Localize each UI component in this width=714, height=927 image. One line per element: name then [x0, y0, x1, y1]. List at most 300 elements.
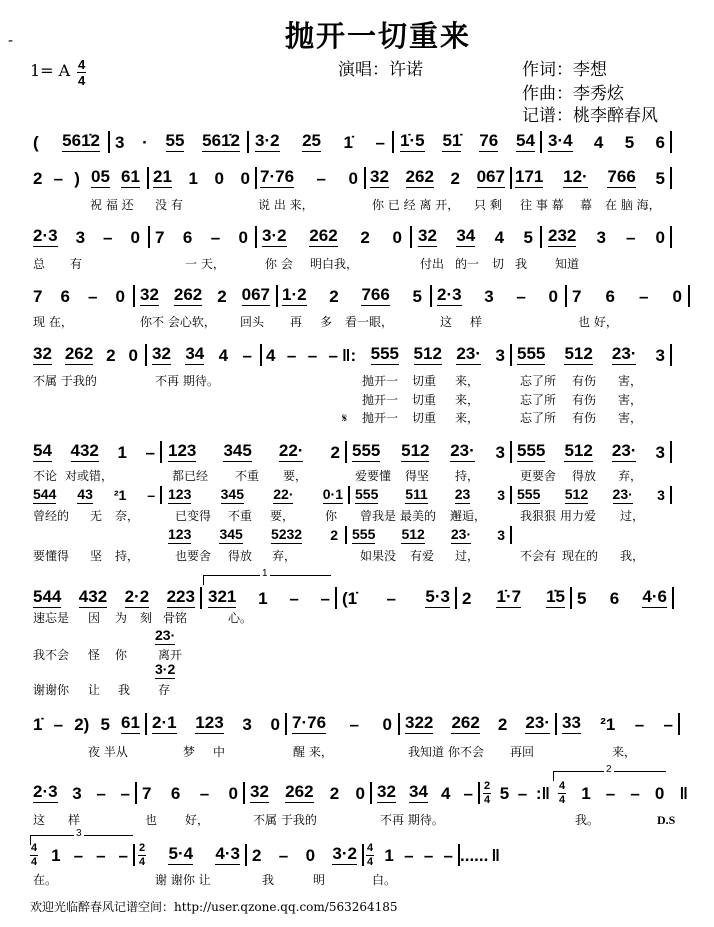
lyric-segment: 多	[320, 315, 333, 329]
lyric-segment: 谢谢你	[33, 683, 70, 697]
lyric-segment: 不重	[228, 509, 253, 523]
note-group: 223	[166, 587, 195, 606]
note-group: 1	[258, 588, 268, 608]
lyric-segment: 也	[145, 813, 158, 827]
note-group: 1̇	[343, 132, 353, 152]
note-group: 43	[77, 485, 93, 502]
lyric-segment: 也 好，	[578, 315, 618, 329]
note-group: 3	[495, 442, 505, 462]
note-group: 23	[454, 485, 471, 502]
lyric-segment: 过，	[620, 509, 645, 523]
measure	[138, 841, 240, 868]
barline	[243, 782, 245, 804]
note-group: 0	[240, 168, 250, 188]
lyric-segment: 醒 来，	[293, 745, 333, 759]
time-signature-top: 4	[31, 841, 38, 854]
note-group: 05	[90, 167, 110, 186]
lyric-segment: 也要舍	[175, 549, 212, 563]
note-group: 0	[382, 714, 392, 734]
note-group: –	[463, 783, 473, 803]
lyric-segment: 坚	[90, 549, 103, 563]
lyric-segment: 梦	[183, 745, 196, 759]
note-group: 4	[440, 783, 451, 803]
note-group: 23·	[612, 485, 633, 502]
lyric-segment: 有伤	[572, 374, 597, 388]
note-group: –	[278, 845, 289, 865]
note-group: 2	[106, 345, 116, 365]
note-group: 4·6	[642, 587, 667, 606]
measure	[30, 841, 128, 868]
note-group: –	[210, 227, 221, 247]
lyric-segment: 没 有	[155, 198, 183, 212]
barline	[510, 167, 512, 189]
note-group: 23·	[611, 344, 637, 363]
lyric-segment: 不会有	[520, 549, 557, 563]
note-group: 3	[75, 227, 86, 247]
measure	[140, 285, 270, 307]
measure	[370, 167, 505, 189]
note-group: 23·	[450, 441, 475, 460]
barline	[570, 587, 572, 609]
measure	[260, 167, 358, 189]
note-group: 262	[451, 713, 480, 732]
measure	[252, 844, 357, 866]
note-group: 21	[153, 167, 172, 186]
barline	[133, 285, 135, 307]
lyric-segment: 不属 于我的	[253, 813, 317, 827]
lyric-segment: 离开	[158, 648, 183, 662]
note-group: 5	[624, 132, 635, 152]
note-group: 6	[655, 132, 665, 152]
note-group: –	[199, 783, 210, 803]
note-group: 1̇5	[546, 587, 565, 606]
note-group: 23·	[525, 713, 550, 732]
note-group: 7	[33, 286, 43, 306]
note-group: 0	[305, 845, 316, 865]
note-group: 0	[115, 286, 125, 306]
volta-number: 3	[76, 828, 82, 839]
lyric-segment: 邂逅，	[450, 509, 487, 523]
note-group: 54	[33, 441, 52, 460]
note-group: –	[443, 845, 453, 865]
barline	[133, 844, 135, 866]
note-group: 7	[155, 227, 165, 247]
barline	[364, 167, 366, 189]
barline	[255, 226, 257, 248]
barline	[540, 226, 542, 248]
note-group: 766	[361, 285, 390, 304]
lyric-segment: 用力爱	[560, 509, 597, 523]
note-group: 4	[218, 345, 229, 365]
measure	[168, 486, 343, 504]
note-group: 0	[214, 168, 224, 188]
lyric-segment: 因	[88, 611, 101, 625]
lyric-segment: 一 天，	[185, 257, 225, 271]
barline	[276, 285, 278, 307]
lyric-segment: 过，	[455, 549, 480, 563]
note-group: 0	[655, 227, 665, 247]
note-group: 123	[168, 485, 192, 502]
note-group: 232	[548, 226, 577, 245]
barline	[510, 344, 512, 366]
note-group: –	[53, 168, 64, 188]
note-group: 0	[270, 714, 280, 734]
note-group: –	[96, 845, 106, 865]
barline	[678, 713, 680, 735]
time-signature-bottom: 4	[559, 793, 566, 806]
lyric-segment: 再	[290, 315, 303, 329]
note-group: 2)	[74, 714, 90, 734]
lyric-segment: 我狠狠	[520, 509, 557, 523]
note-group: 123	[195, 713, 224, 732]
measure	[152, 344, 252, 366]
measure	[517, 441, 665, 463]
note-group: 0	[355, 783, 365, 803]
lyric-segment: 骨铭	[163, 611, 188, 625]
note-group: –	[423, 845, 434, 865]
lyric-segment: 在。	[33, 873, 58, 887]
note-group: 5	[100, 714, 110, 734]
measure	[208, 587, 330, 609]
note-group: 262	[64, 344, 94, 363]
lyric-segment: 这	[33, 813, 46, 827]
note-group: 5	[499, 783, 510, 803]
time-signature	[138, 843, 146, 868]
barline	[670, 131, 672, 153]
barline	[670, 226, 672, 248]
note-group: –	[96, 783, 106, 803]
note-group: 3	[657, 487, 665, 503]
note-group: 345	[223, 441, 252, 460]
barline	[147, 167, 149, 189]
lyric-segment: 怪	[88, 648, 101, 662]
lyric-segment: 有伤	[572, 411, 597, 425]
lyric-segment: 无	[90, 509, 103, 523]
measure	[282, 285, 422, 307]
note-group: 512	[564, 344, 593, 363]
lyric-segment: 要，	[270, 509, 295, 523]
barline	[398, 713, 400, 735]
lyric-segment: 说 出 来，	[258, 198, 314, 212]
note-group: 0	[130, 227, 140, 247]
note-group: –	[307, 345, 318, 365]
note-group: 4	[494, 227, 505, 247]
lyric-segment: 现在的	[562, 549, 599, 563]
note-group: –	[605, 783, 616, 803]
note-group: 432	[70, 441, 99, 460]
measure	[517, 486, 665, 504]
note-group: 3	[72, 783, 82, 803]
lyric-segment: 夜 半从	[88, 745, 128, 759]
note-group: 2	[330, 527, 338, 543]
note-group: 322	[405, 713, 434, 732]
time-signature-bottom: 4	[484, 793, 491, 806]
note-group: 23·	[611, 441, 637, 460]
note-group: 555	[517, 344, 546, 363]
footer-credit: 欢迎光临醉春风记谱空间：http://user.qzone.qq.com/563264185	[30, 900, 398, 914]
measure	[572, 285, 682, 307]
lyric-segment: 来，	[455, 393, 480, 407]
lyric-segment: 这	[440, 315, 453, 329]
lyric-segment: 抛开一	[362, 411, 399, 425]
note-group: 262	[309, 226, 338, 245]
barline	[510, 441, 512, 463]
time-signature-top: 2	[139, 841, 146, 854]
measure	[142, 782, 238, 804]
note-group: 345	[219, 525, 243, 542]
note-group: 7·76	[260, 167, 295, 186]
lyricist-credit: 作词：李想	[522, 60, 607, 80]
note-group: 5	[655, 168, 665, 188]
measure	[548, 131, 665, 153]
note-group: 54	[516, 131, 535, 150]
note-group: –	[663, 714, 673, 734]
note-group: ·	[142, 132, 148, 152]
note-group: 555	[352, 525, 376, 542]
barline	[540, 131, 542, 153]
lyric-segment: 存	[158, 683, 171, 697]
composer-credit: 作曲：李秀炫	[522, 84, 624, 104]
measure	[33, 131, 100, 153]
lyric-segment: 刻	[140, 611, 153, 625]
lyric-segment: 你 已 经 离 开，	[372, 198, 460, 212]
note-group: –	[145, 442, 155, 462]
lyric-segment: 白。	[372, 873, 397, 887]
note-group: 171	[515, 167, 544, 186]
note-group: 76	[479, 131, 499, 150]
note-group: 766	[607, 167, 636, 186]
note-group: 2·1	[152, 713, 177, 732]
note-group: 32	[33, 344, 52, 363]
note-group: 55	[165, 131, 185, 150]
note-group: 3·2	[255, 131, 280, 150]
note-group: 1	[384, 845, 394, 865]
measure	[515, 167, 665, 189]
note-group: 432	[78, 587, 108, 606]
lyric-segment: 你不 会心软，	[140, 315, 216, 329]
barline	[670, 167, 672, 189]
note-group: ²1	[600, 714, 616, 734]
lyric-segment: 你	[115, 648, 128, 662]
note-group: 4	[593, 132, 604, 152]
note-group: 262	[405, 167, 434, 186]
lyric-segment: 谢 谢你 让	[155, 873, 211, 887]
key-signature: 1= A	[30, 61, 71, 80]
note-group: 4·3	[215, 844, 240, 863]
note-group: 32	[140, 285, 159, 304]
note-group: ......	[460, 845, 489, 865]
note-group: 0	[654, 783, 665, 803]
note-group: 7·76	[292, 713, 327, 732]
measure	[155, 661, 192, 679]
note-group: 0·1	[322, 485, 343, 502]
lyric-segment: 再回	[510, 745, 535, 759]
barline	[160, 486, 162, 504]
note-group: 1	[117, 442, 127, 462]
note-group: 5	[523, 227, 533, 247]
barline	[688, 285, 690, 307]
note-group: 2·3	[33, 226, 58, 245]
measure	[355, 486, 505, 504]
lyric-segment: 总	[33, 257, 46, 271]
lyric-segment: 得放	[572, 469, 597, 483]
barline	[345, 441, 347, 463]
note-group: 2	[462, 588, 472, 608]
measure	[155, 627, 192, 645]
note-group: –	[118, 845, 128, 865]
note-group: –	[320, 588, 330, 608]
lyric-segment: 心。	[228, 611, 253, 625]
note-group: 12·	[563, 167, 588, 186]
note-group: 2	[33, 168, 43, 188]
note-group: –	[386, 588, 396, 608]
note-group: 0	[238, 227, 248, 247]
lyric-segment: 忘了所	[520, 393, 557, 407]
note-group: 1̇·5	[400, 131, 425, 150]
lyric-segment: 只 剩	[474, 198, 502, 212]
note-group: 321	[208, 587, 237, 606]
barline	[670, 344, 672, 366]
lyric-segment: 在 脑 海，	[605, 198, 661, 212]
note-group: 6	[609, 588, 620, 608]
measure	[33, 782, 130, 804]
lyric-segment: 如果没	[360, 549, 397, 563]
lyric-segment: 来，	[455, 374, 480, 388]
lyric-segment: 要，	[283, 469, 308, 483]
note-group: 3·2	[262, 226, 287, 245]
note-group: 555	[517, 441, 546, 460]
note-group: 3·4	[548, 131, 573, 150]
time-signature-top: 4	[78, 57, 86, 72]
note-group: 23·	[456, 344, 481, 363]
measure	[168, 441, 340, 463]
lyric-segment: 我知道	[408, 745, 445, 759]
note-group: 1	[51, 845, 61, 865]
note-group: 3	[596, 227, 606, 247]
note-group: 5·3	[425, 587, 450, 606]
measure	[266, 344, 338, 366]
note-group: –	[88, 286, 98, 306]
note-group: ‖	[679, 783, 688, 803]
note-group: 2	[497, 714, 508, 734]
time-signature-top: 2	[484, 779, 491, 792]
note-group: 2·3	[33, 782, 58, 801]
lyric-segment: 抛开一	[362, 393, 399, 407]
note-group: 555	[370, 344, 400, 363]
note-group: –	[73, 845, 84, 865]
measure	[548, 226, 665, 248]
barline	[555, 713, 557, 735]
measure	[152, 713, 280, 735]
note-group: 512	[564, 485, 589, 502]
note-group: 0	[548, 286, 558, 306]
barline	[510, 486, 512, 504]
barline	[245, 844, 247, 866]
note-group: –	[639, 286, 649, 306]
note-group: 561̇2	[62, 131, 100, 150]
note-group: 2·3	[437, 285, 462, 304]
note-group: 0	[348, 168, 358, 188]
note-group: 3	[495, 345, 505, 365]
lyric-segment: 持，	[455, 469, 480, 483]
lyric-segment: 不论	[33, 469, 58, 483]
measure	[33, 587, 195, 609]
note-group: –	[242, 345, 252, 365]
measure	[437, 285, 558, 307]
note-group: 345	[220, 485, 244, 502]
note-group: –	[634, 714, 645, 734]
note-group: –	[516, 286, 526, 306]
note-group: 544	[33, 485, 57, 502]
note-group: 0	[228, 783, 238, 803]
measure	[377, 782, 473, 804]
barline	[348, 486, 350, 504]
barline	[430, 285, 432, 307]
barline	[148, 226, 150, 248]
note-group: –	[404, 845, 414, 865]
note-group: ‖:	[342, 345, 357, 365]
barline	[145, 713, 147, 735]
measure	[115, 131, 240, 153]
barline	[392, 131, 394, 153]
measure	[342, 344, 505, 366]
measure	[352, 441, 505, 463]
lyric-segment: 往 事 幕	[520, 198, 564, 212]
lyric-segment: 不重	[235, 469, 260, 483]
note-group: –	[349, 714, 360, 734]
measure	[577, 587, 667, 609]
measure	[292, 713, 392, 735]
note-group: 2·2	[124, 587, 150, 606]
note-group: 5·4	[168, 844, 194, 863]
barline	[565, 285, 567, 307]
lyric-segment: 速忘是	[33, 611, 70, 625]
lyric-segment: 我，	[620, 549, 645, 563]
note-group: 3	[655, 442, 665, 462]
note-group: 2	[252, 845, 262, 865]
note-group: 23·	[155, 626, 176, 643]
note-group: 3	[655, 345, 665, 365]
note-group: 33	[562, 713, 581, 732]
measure	[352, 526, 505, 544]
time-signature-top: 4	[559, 779, 566, 792]
note-group: 6	[170, 783, 181, 803]
lyric-segment: 有伤	[572, 393, 597, 407]
time-signature-bottom: 4	[367, 855, 374, 868]
lyric-segment: 最美的	[400, 509, 437, 523]
lyric-segment: 为	[115, 611, 128, 625]
lyric-segment: 祝 福 还	[90, 198, 134, 212]
barline	[335, 587, 337, 609]
barline	[247, 131, 249, 153]
note-group: 2	[329, 783, 340, 803]
note-group: 61	[121, 713, 140, 732]
note-group: 512	[401, 525, 425, 542]
barline	[345, 526, 347, 544]
time-signature	[30, 843, 38, 868]
note-group: 32	[377, 782, 396, 801]
note-group: 0	[672, 286, 682, 306]
note-group: 34	[456, 226, 476, 245]
measure	[250, 782, 365, 804]
lyric-segment: 得坚	[405, 469, 430, 483]
lyric-segment: 明	[313, 873, 326, 887]
note-group: 22·	[278, 441, 304, 460]
lyric-segment: 我	[262, 873, 275, 887]
volta-number: 2	[606, 764, 612, 775]
note-group: 32	[152, 344, 171, 363]
barline	[455, 587, 457, 609]
